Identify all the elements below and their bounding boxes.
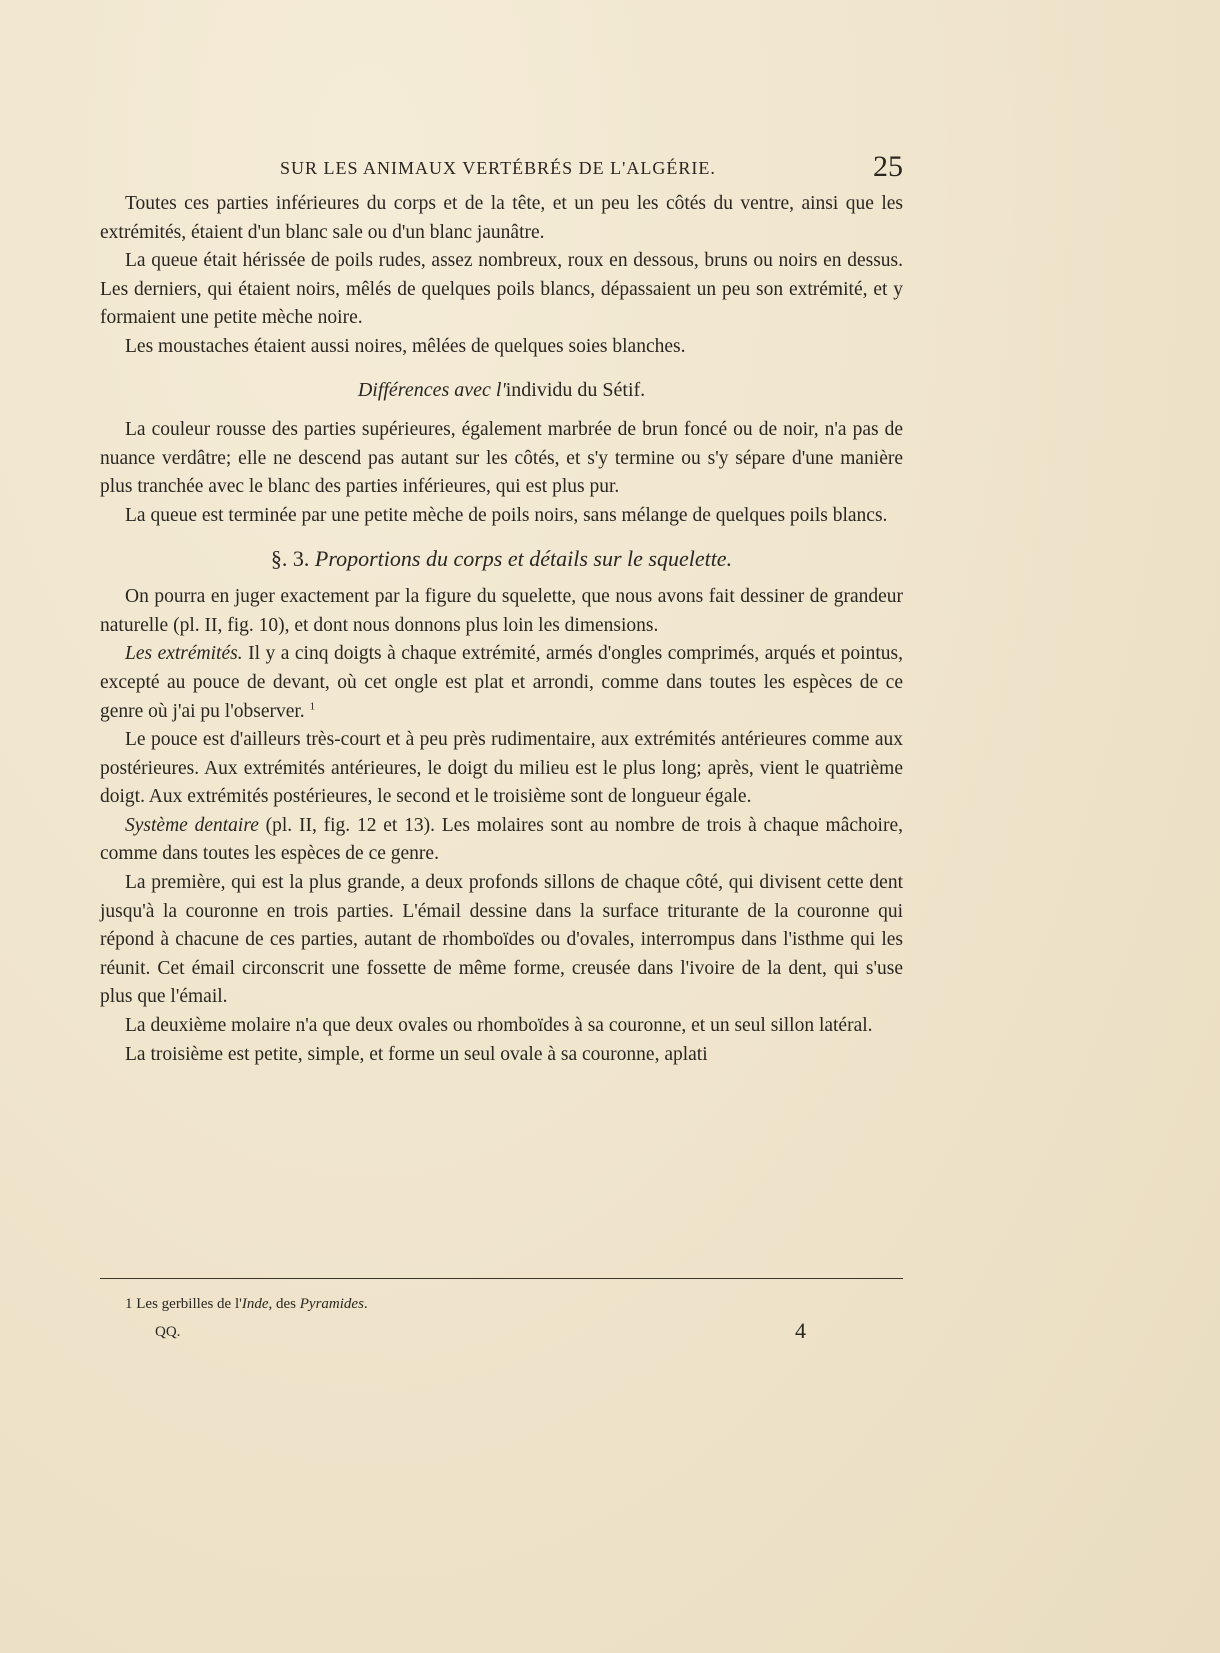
signature-mark: QQ.	[155, 1324, 181, 1340]
footnote-text: .	[363, 1296, 368, 1312]
subheading-rest: individu du Sétif.	[505, 378, 646, 401]
footnote-reference: 1	[309, 700, 316, 712]
gathering-number: 4	[795, 1318, 806, 1343]
paragraph: Les moustaches étaient aussi noires, mêlées de quelques soies blanches.	[125, 335, 686, 357]
page-header	[125, 150, 903, 190]
section-title: Proportions du corps et détails sur le squelette.	[314, 545, 733, 571]
footnote-divider	[100, 1278, 903, 1279]
paragraph-text: Il y a cinq doigts à chaque extrémité, armés d'ongles comprimés, arqués et pointus, excepté au pouce de devant, où cet ongle est plat et arrondi, comme dans toutes les espèces de ce genre où j'ai pu l'observer.	[100, 643, 903, 722]
paragraph: La première, qui est la plus grande, a deux profonds sillons de chaque côté, qui divisent cette dent jusqu'à la couronne en trois parties. L'émail dessine dans la surface triturante de la couronne qui répond à chacune de ces parties, autant de rhomboïdes ou d'ovales, interrompus dans l'isthme qui les réunit. Cet émail circonscrit une fossette de même forme, creusée dans l'ivoire de la dent, qui s'use plus que l'émail.	[100, 872, 903, 1008]
paragraph: La queue est terminée par une petite mèche de poils noirs, sans mélange de quelques poils blancs.	[125, 504, 888, 526]
paragraph: La deuxième molaire n'a que deux ovales ou rhomboïdes à sa couronne, et un seul sillon latéral.	[125, 1015, 873, 1037]
subheading	[100, 376, 903, 405]
paragraph: Toutes ces parties inférieures du corps et de la tête, et un peu les côtés du ventre, ainsi que les extrémités, étaient d'un blanc sale ou d'un blanc jaunâtre.	[100, 193, 903, 243]
running-head: SUR LES ANIMAUX VERTÉBRÉS DE L'ALGÉRIE.	[280, 158, 716, 178]
paragraph-text: (pl. II, fig. 12 et 13). Les molaires sont au nombre de trois à chaque mâchoire, comme dans toutes les espèces de ce genre.	[100, 814, 903, 865]
page-number: 25	[873, 150, 903, 183]
footnote-text: Les gerbilles de l'	[136, 1296, 242, 1312]
paragraph: La troisième est petite, simple, et forme un seul ovale à sa couronne, aplati	[125, 1043, 708, 1065]
paragraph: On pourra en juger exactement par la figure du squelette, que nous avons fait dessiner de grandeur naturelle (pl. II, fig. 10), et dont nous donnons plus loin les dimensions.	[100, 586, 903, 636]
subheading-italic: Différences avec l'	[357, 378, 506, 401]
paragraph	[100, 812, 903, 869]
paragraph: La queue était hérissée de poils rudes, assez nombreux, roux en dessous, bruns ou noirs en dessus. Les derniers, qui étaient noirs, mêlés de quelques poils blancs, dépassaient un peu son extrémité, et y formaient une petite mèche noire.	[100, 250, 903, 329]
paragraph: La couleur rousse des parties supérieures, également marbrée de brun foncé ou de noir, n'a pas de nuance verdâtre; elle ne descend pas autant sur les côtés, et s'y termine ou s'y sépare d'une manière plus tranchée avec le blanc des parties inférieures, qui est plus pur.	[100, 419, 903, 498]
paragraph	[100, 640, 903, 726]
footnote-number: 1	[125, 1296, 133, 1312]
section-number: §. 3.	[270, 545, 310, 571]
section-heading	[100, 545, 903, 574]
paragraph-lead: Les extrémités.	[125, 643, 243, 665]
paragraph: Le pouce est d'ailleurs très-court et à peu près rudimentaire, aux extrémités antérieures comme aux postérieures. Aux extrémités antérieures, le doigt du milieu est le plus long; après, vient le quatrième doigt. Aux extrémités postérieures, le second et le troisième sont de longueur égale.	[100, 729, 903, 808]
footnote-italic-inde: Inde	[241, 1296, 269, 1312]
footnote-italic-pyramides: Pyramides	[299, 1296, 364, 1312]
main-text	[100, 190, 903, 1069]
paragraph-lead: Système dentaire	[125, 814, 259, 836]
footnote	[125, 1296, 368, 1313]
footnote-text: , des	[268, 1296, 300, 1312]
